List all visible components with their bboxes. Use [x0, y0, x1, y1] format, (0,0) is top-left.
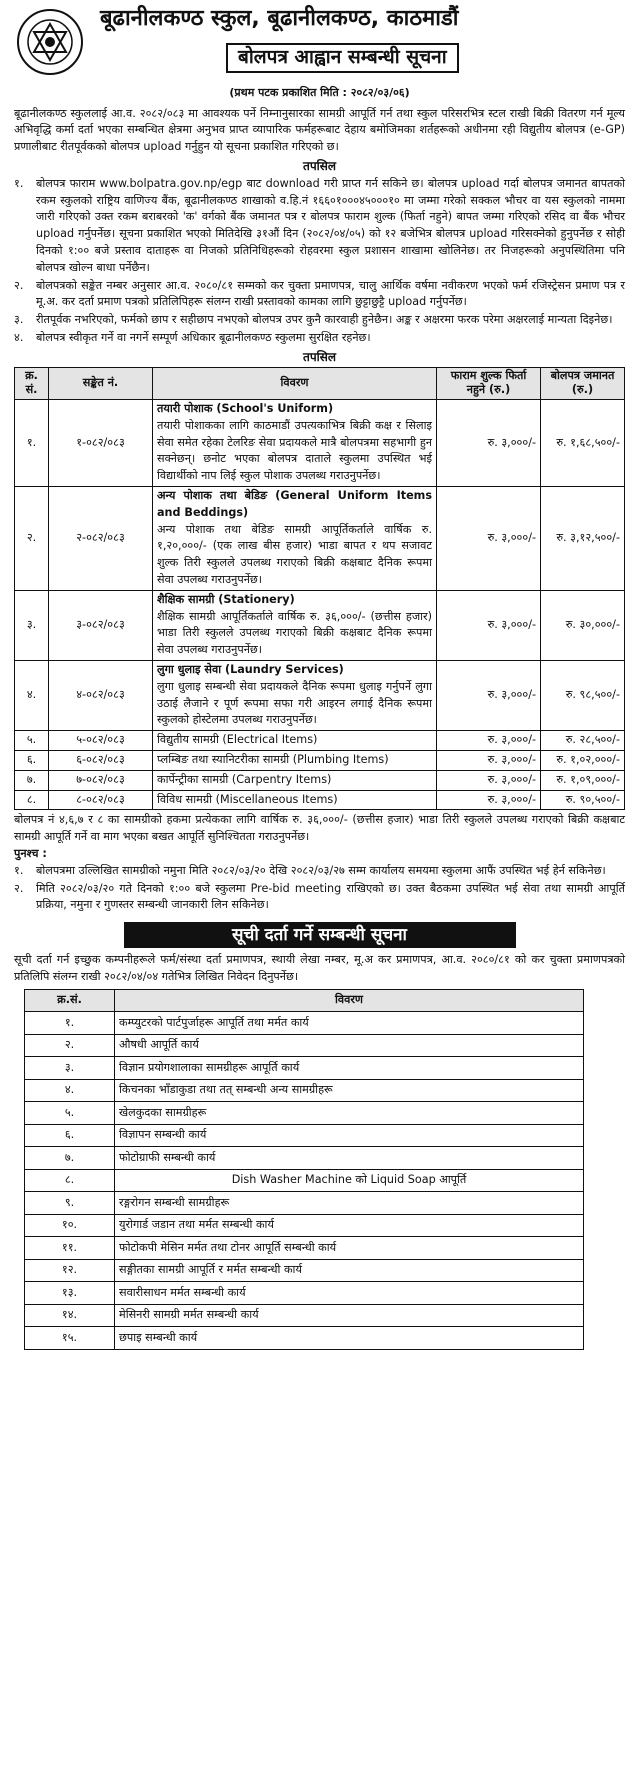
enlist-desc: मेसिनरी सामग्री मर्मत सम्बन्धी कार्य: [115, 1304, 584, 1327]
terms-list: [14, 176, 625, 347]
tender-row: [15, 660, 625, 730]
enlist-desc: किचनका भाँडाकुडा तथा तत् सम्बन्धी अन्य सामग्रीहरू: [115, 1079, 584, 1102]
school-title: बूढानीलकण्ठ स्कुल, बूढानीलकण्ठ, काठमाडौं: [100, 6, 459, 31]
enlist-row: [25, 1102, 584, 1125]
tender-description: [153, 770, 437, 790]
enlist-desc: Dish Washer Machine को Liquid Soap आपूर्ति: [115, 1169, 584, 1192]
tender-fee: रु. ३,०००/-: [437, 660, 541, 730]
tender-item-title: प्लम्बिङ तथा स्यानिटरीका सामग्री (Plumbing Items): [157, 752, 389, 766]
enlist-sn: १५.: [25, 1327, 115, 1350]
tender-item-title: अन्य पोशाक तथा बेडिङ (General Uniform Items and Beddings): [157, 488, 432, 519]
tender-item-title: लुगा धुलाइ सेवा (Laundry Services): [157, 662, 344, 676]
enlist-row: [25, 1169, 584, 1192]
tender-description: [153, 590, 437, 660]
term-text: रीतपूर्वक नभरिएको, फर्मको छाप र सहीछाप नभएको बोलपत्र उपर कुनै कारवाही हुनेछैन। अङ्क र अक्षरमा फरक परेमा अक्षरलाई मान्यता दिइनेछ।: [36, 313, 613, 327]
enlist-row: [25, 1147, 584, 1170]
term-number: ४.: [14, 331, 24, 345]
tender-row: [15, 399, 625, 486]
enlist-title: सूची दर्ता गर्ने सम्बन्धी सूचना: [124, 922, 516, 948]
tender-table: [14, 367, 625, 810]
col-desc: विवरण: [153, 367, 437, 399]
enlist-sn: १३.: [25, 1282, 115, 1305]
enlist-row: [25, 1282, 584, 1305]
punascha-item: [14, 863, 625, 880]
enlist-row: [25, 1057, 584, 1080]
tender-fee: रु. ३,०००/-: [437, 770, 541, 790]
tender-description: [153, 486, 437, 590]
col-sn: क्र. सं.: [15, 367, 49, 399]
tender-description: [153, 790, 437, 810]
tender-item-detail: अन्य पोशाक तथा बेडिङ सामग्री आपूर्तिकर्ताले वार्षिक रु. १,२०,०००/- (एक लाख बीस हजार) भाडा बापत र थप सजावट शुल्क तिरी स्कुलले उपलब्ध गराएको बिक्री कक्षबाट दैनिक रूपमा सेवा उपलब्ध गराउनुपर्नेछ।: [157, 522, 432, 586]
term-item: [14, 278, 625, 312]
tender-sn: ५.: [15, 731, 49, 751]
term-item: [14, 312, 625, 329]
enlist-desc: खेलकुदका सामग्रीहरू: [115, 1102, 584, 1125]
tender-deposit: रु. ३०,०००/-: [541, 590, 625, 660]
punascha-text: मिति २०८२/०३/२० गते दिनको १:०० बजे स्कुलमा Pre-bid meeting राखिएको छ। उक्त बैठकमा उपस्थित भई सेवा तथा सामग्री आपूर्ति प्रक्रिया, नमुना र गुणस्तर सम्बन्धी जानकारी लिन सकिनेछ।: [36, 881, 625, 912]
enlist-intro: सूची दर्ता गर्न इच्छुक कम्पनीहरूले फर्म/संस्था दर्ता प्रमाणपत्र, स्थायी लेखा नम्बर, मू.अ कर प्रमाणपत्र, आ.व. २०८०/८१ को कर चुक्ता प्रमाणपत्रको प्रतिलिपि संलग्न राखी २०८२/०४/०४ गतेभित्र लिखित निवेदन दिनुपर्नेछ।: [14, 953, 625, 983]
intro-paragraph: बूढानीलकण्ठ स्कुललाई आ.व. २०८२/०८३ मा आवश्यक पर्ने निम्नानुसारका सामग्री आपूर्ति गर्न तथा स्कुल परिसरभित्र स्टल राखी बिक्री वितरण गर्न मूल्य अभिवृद्धि कर्मा दर्ता भएका सम्बन्धित क्षेत्रमा अनुभव प्राप्त व्यापारिक फर्महरूबाट देहाय बमोजिमका शर्तहरूको अधीनमा रही विद्युतीय बोलपत्र (e-GP) प्रणालीबाट रीतपूर्वकको बोलपत्र upload गर्नुहुन यो सूचना प्रकाशित गरिएको छ।: [14, 106, 625, 154]
tender-deposit: रु. १,०९,०००/-: [541, 770, 625, 790]
tender-deposit: रु. ३,१२,५००/-: [541, 486, 625, 590]
enlist-desc: फोटोग्राफी सम्बन्धी कार्य: [115, 1147, 584, 1170]
enlist-sn: ११.: [25, 1237, 115, 1260]
tender-code: ८-०८२/०८३: [49, 790, 153, 810]
enlist-desc: कम्प्युटरको पार्टपुर्जाहरू आपूर्ति तथा मर्मत कार्य: [115, 1012, 584, 1035]
enlist-row: [25, 1079, 584, 1102]
tender-item-title: शैक्षिक सामग्री (Stationery): [157, 592, 295, 606]
enlist-sn: ९.: [25, 1192, 115, 1215]
col-deposit: बोलपत्र जमानत (रु.): [541, 367, 625, 399]
col-code: सङ्केत नं.: [49, 367, 153, 399]
enlist-row: [25, 1034, 584, 1057]
tender-sn: ६.: [15, 750, 49, 770]
enlist-col-sn: क्र.सं.: [25, 989, 115, 1012]
enlist-desc: युरोगार्ड जडान तथा मर्मत सम्बन्धी कार्य: [115, 1214, 584, 1237]
enlist-sn: ७.: [25, 1147, 115, 1170]
term-item: [14, 330, 625, 347]
term-text: बोलपत्र फाराम www.bolpatra.gov.np/egp बाट download गरी प्राप्त गर्न सकिने छ। बोलपत्र upload गर्दा बोलपत्र जमानत बापतको रकम स्कुलको राष्ट्रिय वाणिज्य बैंक, बूढानीलकण्ठ शाखाको व.हि.नं १६६०१०००४५०००१० मा जम्मा गरेको सक्कल भौचर वा यस स्कुलको नाममा जारी गरिएको उक्त रकम बराबरको 'क' वर्गको बैंक जमानत पत्र र बोलपत्र फाराम शुल्क (फिर्ता नहुने) बापत जम्मा गरिएको रसिद वा बैंक भौचर upload गर्नुपर्नेछ। सूचना प्रकाशित भएको मितिदेखि ३१औं दिन (२०८२/०४/०५) को १२ बजेभित्र बोलपत्र upload गरिसक्नेको हुनुपर्नेछ र सोही दिनको १:०० बजे प्रस्ताव दाताहरू वा निजको प्रतिनिधिहरूको रोहवरमा स्कुल प्रशासन शाखामा खोलिनेछ। तर निजहरूको अनुपस्थितिमा पनि बोलपत्र खोल्न बाधा पर्नेछैन।: [36, 176, 625, 274]
enlist-sn: ५.: [25, 1102, 115, 1125]
tender-sn: १.: [15, 399, 49, 486]
notice-header: [14, 4, 625, 86]
table-note: बोलपत्र नं ४,६,७ र ८ का सामग्रीको हकमा प्रत्येकका लागि वार्षिक रु. ३६,०००/- (छत्तीस हजार) भाडा तिरी स्कुलले उपलब्ध गराएको बिक्री कक्षबाट सामग्री आपूर्ति गर्ने वा माग भएका बखत आपूर्ति सुनिश्चितता गराउनुपर्नेछ।: [14, 813, 625, 844]
term-number: ३.: [14, 313, 24, 327]
tender-sn: ३.: [15, 590, 49, 660]
tender-code: ३-०८२/०८३: [49, 590, 153, 660]
tender-row: [15, 590, 625, 660]
enlist-sn: १२.: [25, 1259, 115, 1282]
punascha-label: पुनश्च :: [14, 846, 47, 860]
enlist-row: [25, 1327, 584, 1350]
col-fee: फाराम शुल्क फिर्ता नहुने (रु.): [437, 367, 541, 399]
enlist-row: [25, 1192, 584, 1215]
publish-date: (प्रथम पटक प्रकाशित मिति : २०८२/०३/०६): [229, 86, 410, 99]
tender-fee: रु. ३,०००/-: [437, 750, 541, 770]
tender-row: [15, 486, 625, 590]
tender-code: ४-०८२/०८३: [49, 660, 153, 730]
tender-sn: २.: [15, 486, 49, 590]
punascha-number: १.: [14, 863, 24, 877]
tender-row: [15, 790, 625, 810]
notice-title: बोलपत्र आह्वान सम्बन्धी सूचना: [226, 43, 459, 73]
enlist-sn: ८.: [25, 1169, 115, 1192]
enlist-sn: १०.: [25, 1214, 115, 1237]
enlist-row: [25, 1012, 584, 1035]
tender-sn: ७.: [15, 770, 49, 790]
enlist-sn: १.: [25, 1012, 115, 1035]
enlist-col-desc: विवरण: [115, 989, 584, 1012]
tender-row: [15, 770, 625, 790]
tender-code: ७-०८२/०८३: [49, 770, 153, 790]
tender-fee: रु. ३,०००/-: [437, 399, 541, 486]
enlist-desc: छपाइ सम्बन्धी कार्य: [115, 1327, 584, 1350]
enlist-row: [25, 1304, 584, 1327]
tender-code: ६-०८२/०८३: [49, 750, 153, 770]
tender-code: २-०८२/०८३: [49, 486, 153, 590]
tender-description: [153, 750, 437, 770]
tender-description: [153, 399, 437, 486]
enlist-sn: ३.: [25, 1057, 115, 1080]
punascha-item: [14, 881, 625, 915]
enlist-row: [25, 1214, 584, 1237]
tender-deposit: रु. ९०,५००/-: [541, 790, 625, 810]
tender-item-title: विद्युतीय सामग्री (Electrical Items): [157, 733, 318, 747]
term-text: बोलपत्र स्वीकृत गर्ने वा नगर्ने सम्पूर्ण अधिकार बूढानीलकण्ठ स्कुलमा सुरक्षित रहनेछ।: [36, 331, 371, 345]
term-item: [14, 176, 625, 277]
tender-fee: रु. ३,०००/-: [437, 590, 541, 660]
enlist-desc: विज्ञान प्रयोगशालाका सामग्रीहरू आपूर्ति कार्य: [115, 1057, 584, 1080]
tender-item-title: कार्पेन्ट्रीका सामग्री (Carpentry Items): [157, 772, 332, 786]
tender-code: १-०८२/०८३: [49, 399, 153, 486]
tender-row: [15, 731, 625, 751]
enlist-row: [25, 1237, 584, 1260]
tender-deposit: रु. २८,५००/-: [541, 731, 625, 751]
enlist-sn: २.: [25, 1034, 115, 1057]
tender-item-detail: शैक्षिक सामग्री आपूर्तिकर्ताले वार्षिक रु. ३६,०००/- (छत्तीस हजार) भाडा तिरी स्कुलले उपलब्ध गराएको बिक्री कक्षबाट दैनिक रूपमा सेवा उपलब्ध गराउनुपर्नेछ।: [157, 609, 432, 657]
school-logo-icon: [16, 6, 84, 78]
enlist-desc: सङ्गीतका सामग्री आपूर्ति र मर्मत सम्बन्धी कार्य: [115, 1259, 584, 1282]
enlist-desc: औषधी आपूर्ति कार्य: [115, 1034, 584, 1057]
term-number: १.: [14, 176, 24, 190]
tender-item-title: तयारी पोशाक (School's Uniform): [157, 401, 334, 415]
tender-code: ५-०८२/०८३: [49, 731, 153, 751]
tender-deposit: रु. १,०२,०००/-: [541, 750, 625, 770]
tender-item-detail: लुगा धुलाइ सम्बन्धी सेवा प्रदायकले दैनिक रूपमा धुलाइ गर्नुपर्ने लुगा उठाई लैजाने र पूर्ण रूपमा सफा गरी आइरन लगाई दैनिक रूपमा स्कुलको होस्टेलमा उपलब्ध गराउनुपर्नेछ।: [157, 679, 432, 727]
tender-item-detail: तयारी पोशाकका लागि काठमाडौं उपत्यकाभित्र बिक्री कक्ष र सिलाइ सेवा समेत रहेका टेलरिङ सेवा प्रदायकले मात्रै बोलपत्रमा सहभागी हुन सक्नेछन्। छनोट भएका बोलपत्र दाताले स्कुलमा उपस्थित भई विद्यार्थीको नाप लिई स्कुल पोशाक उपलब्ध गराउनुपर्नेछ।: [157, 418, 432, 483]
enlist-desc: फोटोकपी मेसिन मर्मत तथा टोनर आपूर्ति सम्बन्धी कार्य: [115, 1237, 584, 1260]
tender-row: [15, 750, 625, 770]
enlist-row: [25, 1259, 584, 1282]
enlist-sn: ६.: [25, 1124, 115, 1147]
enlist-desc: रङ्गरोगन सम्बन्धी सामग्रीहरू: [115, 1192, 584, 1215]
punascha-text: बोलपत्रमा उल्लिखित सामग्रीको नमुना मिति २०८२/०३/२० देखि २०८२/०३/२७ सम्म कार्यालय समयमा स्कुलमा आफैं उपस्थित भई हेर्न सकिनेछ।: [36, 863, 606, 877]
enlist-row: [25, 1124, 584, 1147]
enlist-desc: सवारीसाधन मर्मत सम्बन्धी कार्य: [115, 1282, 584, 1305]
tender-fee: रु. ३,०००/-: [437, 486, 541, 590]
term-number: २.: [14, 278, 24, 292]
tender-sn: ८.: [15, 790, 49, 810]
tender-sn: ४.: [15, 660, 49, 730]
enlist-sn: ४.: [25, 1079, 115, 1102]
tender-description: [153, 731, 437, 751]
tender-description: [153, 660, 437, 730]
punascha-number: २.: [14, 881, 24, 895]
enlist-sn: १४.: [25, 1304, 115, 1327]
tender-deposit: रु. १,६८,५००/-: [541, 399, 625, 486]
tender-deposit: रु. ९८,५००/-: [541, 660, 625, 730]
enlist-desc: विज्ञापन सम्बन्धी कार्य: [115, 1124, 584, 1147]
tender-item-title: विविध सामग्री (Miscellaneous Items): [157, 792, 338, 806]
tender-fee: रु. ३,०००/-: [437, 790, 541, 810]
punascha-list: [14, 863, 625, 914]
tender-fee: रु. ३,०००/-: [437, 731, 541, 751]
term-text: बोलपत्रको सङ्केत नम्बर अनुसार आ.व. २०८०/८१ सम्मको कर चुक्ता प्रमाणपत्र, चालु आर्थिक वर्षमा नवीकरण भएको फर्म रजिस्ट्रेसन प्रमाण पत्र र मू.अ. कर दर्ता प्रमाण पत्रको प्रतिलिपिहरू संलग्न राखी प्रस्तावको कामका लागि छुट्टाछुट्टै upload गर्नुपर्नेछ।: [36, 278, 625, 309]
section-title: तपसिल: [302, 158, 336, 173]
enlist-table: [24, 989, 584, 1350]
section-title-2: तपसिल: [302, 349, 336, 364]
